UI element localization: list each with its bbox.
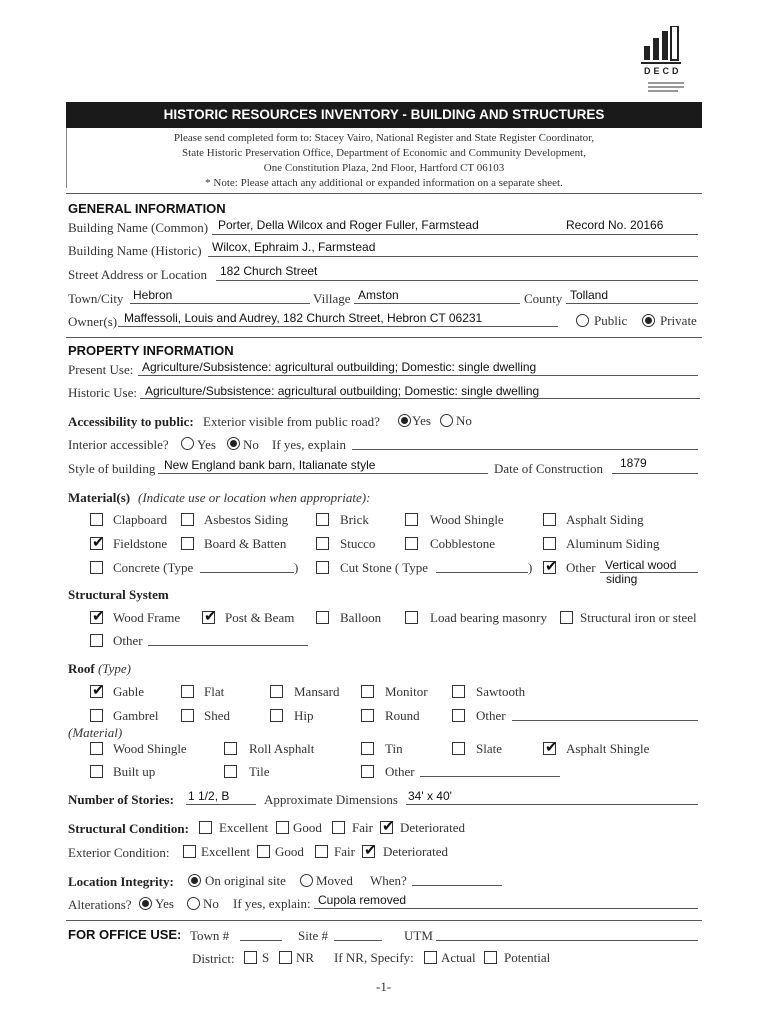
shed-label: Shed: [204, 708, 230, 723]
exterior-no-label: No: [456, 413, 472, 428]
style-line: [158, 473, 488, 474]
date-field[interactable]: 1879: [620, 456, 647, 470]
present-use-field[interactable]: Agriculture/Subsistence: agricultural outbuilding; Domestic: single dwelling: [142, 360, 537, 374]
material-other-field-line2[interactable]: siding: [606, 572, 638, 586]
owner-label: Owner(s): [68, 314, 118, 329]
style-label: Style of building: [68, 461, 156, 476]
asphalt-siding-checkbox[interactable]: [543, 513, 556, 526]
potential-checkbox[interactable]: [484, 951, 497, 964]
page-number: -1-: [376, 979, 392, 994]
roll-asphalt-checkbox[interactable]: [224, 742, 237, 755]
clapboard-label: Clapboard: [113, 512, 168, 527]
gambrel-checkbox[interactable]: [90, 709, 103, 722]
historic-use-field[interactable]: Agriculture/Subsistence: agricultural outbuilding; Domestic: single dwelling: [145, 384, 540, 398]
slate-label: Slate: [476, 741, 502, 756]
post-beam-label: Post & Beam: [225, 610, 295, 625]
built-up-label: Built up: [113, 764, 156, 779]
wood-shingle-checkbox[interactable]: [405, 513, 418, 526]
actual-checkbox[interactable]: [424, 951, 437, 964]
monitor-checkbox[interactable]: [361, 685, 374, 698]
interior-yes-radio[interactable]: [181, 437, 194, 450]
asphalt-shingle-checkbox[interactable]: [543, 738, 558, 756]
alterations-label: Alterations?: [68, 897, 132, 912]
tin-checkbox[interactable]: [361, 742, 374, 755]
struct-excellent-checkbox[interactable]: [199, 821, 212, 834]
roof-material-other-label: Other: [385, 764, 415, 779]
concrete-checkbox[interactable]: [90, 561, 103, 574]
struct-fair-checkbox[interactable]: [332, 821, 345, 834]
instruction-line-4: * Note: Please attach any additional or expanded information on a separate sheet.: [205, 177, 563, 189]
load-bearing-label: Load bearing masonry: [430, 610, 547, 625]
common-name-field[interactable]: Porter, Della Wilcox and Roger Fuller, Farmstead: [218, 218, 479, 232]
roof-heading: [68, 661, 131, 677]
ext-fair-label: Fair: [334, 844, 355, 859]
board-batten-label: Board & Batten: [204, 536, 287, 551]
hip-label: Hip: [294, 708, 314, 723]
roof-material-other-line[interactable]: [420, 776, 560, 777]
aluminum-checkbox[interactable]: [543, 537, 556, 550]
ext-good-checkbox[interactable]: [257, 845, 270, 858]
common-name-line: [212, 234, 698, 235]
moved-label: Moved: [316, 873, 353, 888]
owner-field[interactable]: Maffessoli, Louis and Audrey, 182 Church Street, Hebron CT 06231: [124, 311, 483, 325]
county-label: County: [524, 291, 563, 306]
town-field[interactable]: Hebron: [133, 288, 173, 302]
historic-use-line: [140, 398, 700, 399]
brick-label: Brick: [340, 512, 369, 527]
property-info-heading: PROPERTY INFORMATION: [68, 343, 234, 358]
fieldstone-label: Fieldstone: [113, 536, 168, 551]
hip-checkbox[interactable]: [270, 709, 283, 722]
concrete-label: Concrete (Type: [113, 560, 194, 575]
alterations-explain-label: If yes, explain:: [233, 896, 311, 911]
street-field[interactable]: 182 Church Street: [220, 264, 318, 278]
historic-use-label: Historic Use:: [68, 385, 137, 400]
roof-type-label: (Type): [97, 661, 131, 676]
material-other-field[interactable]: Vertical wood: [605, 558, 677, 572]
interior-explain-line[interactable]: [352, 449, 698, 450]
district-nr-label: NR: [296, 950, 315, 965]
slate-checkbox[interactable]: [452, 742, 465, 755]
historic-name-field[interactable]: Wilcox, Ephraim J., Farmstead: [212, 240, 376, 254]
date-line: [612, 473, 698, 474]
original-site-label: On original site: [205, 873, 286, 888]
aluminum-label: Aluminum Siding: [566, 536, 660, 551]
present-use-label: Present Use:: [68, 362, 134, 377]
struct-excellent-label: Excellent: [219, 820, 269, 835]
interior-yes-label: Yes: [197, 437, 216, 452]
instructions: [66, 131, 702, 191]
materials-heading: Material(s): [68, 490, 131, 505]
potential-label: Potential: [504, 950, 551, 965]
town-line: [130, 303, 310, 304]
cutstone-close-paren: ): [528, 560, 533, 575]
gable-label: Gable: [113, 684, 145, 699]
location-integrity-label: Location Integrity:: [68, 874, 174, 889]
shed-checkbox[interactable]: [181, 709, 194, 722]
fieldstone-checkbox[interactable]: [90, 533, 105, 551]
town-label: Town/City: [68, 291, 124, 306]
office-use-heading: FOR OFFICE USE:: [68, 927, 182, 942]
historic-name-label: Building Name (Historic): [68, 243, 202, 258]
common-name-label: Building Name (Common): [68, 220, 209, 235]
roof-material-label: (Material): [68, 725, 123, 740]
sawtooth-checkbox[interactable]: [452, 685, 465, 698]
town-number-line[interactable]: [240, 940, 282, 941]
header-divider: [66, 193, 702, 194]
historic-name-line: [208, 256, 698, 257]
round-checkbox[interactable]: [361, 709, 374, 722]
original-site-radio[interactable]: [188, 874, 201, 887]
county-line: [566, 303, 698, 304]
cutstone-label: Cut Stone ( Type: [340, 560, 429, 575]
alterations-explain-field[interactable]: Cupola removed: [318, 893, 407, 907]
structural-iron-label: Structural iron or steel: [580, 610, 697, 625]
ext-deteriorated-checkbox[interactable]: [362, 841, 377, 859]
instruction-line-2: State Historic Preservation Office, Department of Economic and Community Development,: [182, 147, 586, 159]
office-divider: [66, 920, 702, 921]
check-icon: ✔: [364, 841, 377, 859]
structural-heading: Structural System: [68, 587, 169, 602]
site-number-line[interactable]: [334, 940, 382, 941]
cutstone-type-line[interactable]: [436, 572, 528, 573]
struct-good-label: Good: [293, 820, 322, 835]
ext-good-label: Good: [275, 844, 304, 859]
brick-checkbox[interactable]: [316, 513, 329, 526]
village-label: Village: [313, 291, 351, 306]
monitor-label: Monitor: [385, 684, 428, 699]
decd-logo: [636, 26, 696, 98]
county-field[interactable]: Tolland: [570, 288, 609, 302]
wood-frame-label: Wood Frame: [113, 610, 181, 625]
district-s-label: S: [262, 950, 270, 965]
stucco-checkbox[interactable]: [316, 537, 329, 550]
public-label: Public: [594, 313, 628, 328]
material-other-checkbox[interactable]: [543, 557, 558, 575]
district-s-checkbox[interactable]: [244, 951, 257, 964]
structural-condition-label: Structural Condition:: [68, 821, 189, 836]
utm-line[interactable]: [436, 940, 698, 941]
district-label: District:: [192, 951, 235, 966]
concrete-close-paren: ): [294, 560, 299, 575]
balloon-label: Balloon: [340, 610, 382, 625]
struct-fair-label: Fair: [352, 820, 373, 835]
dimensions-line: [406, 804, 698, 805]
structural-other-label: Other: [113, 633, 143, 648]
ext-excellent-label: Excellent: [201, 844, 251, 859]
alterations-yes-radio[interactable]: [139, 897, 152, 910]
dimensions-field[interactable]: 34' x 40': [408, 789, 452, 803]
date-label: Date of Construction: [494, 461, 604, 476]
struct-deteriorated-label: Deteriorated: [400, 820, 465, 835]
exterior-condition-label: Exterior Condition:: [68, 845, 170, 860]
cobblestone-checkbox[interactable]: [405, 537, 418, 550]
gable-checkbox[interactable]: [90, 681, 105, 699]
village-field[interactable]: Amston: [358, 288, 399, 302]
private-radio[interactable]: [642, 314, 655, 327]
check-icon: ✔: [382, 817, 395, 835]
private-label: Private: [660, 313, 697, 328]
utm-label: UTM: [404, 928, 433, 943]
roof-material-other-checkbox[interactable]: [361, 765, 374, 778]
roof-other-checkbox[interactable]: [452, 709, 465, 722]
structural-other-checkbox[interactable]: [90, 634, 103, 647]
structural-iron-checkbox[interactable]: [560, 611, 573, 624]
flat-checkbox[interactable]: [181, 685, 194, 698]
asbestos-label: Asbestos Siding: [204, 512, 289, 527]
dimensions-label: Approximate Dimensions: [264, 792, 398, 807]
accessibility-label: Accessibility to public:: [68, 414, 194, 429]
alterations-explain-line: [314, 908, 698, 909]
cutstone-checkbox[interactable]: [316, 561, 329, 574]
moved-radio[interactable]: [300, 874, 313, 887]
present-use-line: [138, 375, 698, 376]
general-divider: [66, 337, 702, 338]
wood-shingle-label: Wood Shingle: [430, 512, 504, 527]
stucco-label: Stucco: [340, 536, 376, 551]
concrete-type-line[interactable]: [200, 572, 294, 573]
decd-logo-icon: [636, 26, 696, 98]
board-batten-checkbox[interactable]: [181, 537, 194, 550]
check-icon: ✔: [92, 607, 105, 625]
exterior-yes-label: Yes: [412, 413, 431, 428]
alterations-yes-label: Yes: [155, 896, 174, 911]
public-radio[interactable]: [576, 314, 589, 327]
asphalt-shingle-label: Asphalt Shingle: [566, 741, 650, 756]
style-field[interactable]: New England bank barn, Italianate style: [164, 458, 376, 472]
mansard-checkbox[interactable]: [270, 685, 283, 698]
asbestos-checkbox[interactable]: [181, 513, 194, 526]
interior-no-radio[interactable]: [227, 437, 240, 450]
tile-checkbox[interactable]: [224, 765, 237, 778]
stories-line: [186, 804, 256, 805]
struct-good-checkbox[interactable]: [276, 821, 289, 834]
roof-label: Roof: [68, 661, 95, 676]
check-icon: ✔: [92, 533, 105, 551]
struct-deteriorated-checkbox[interactable]: [380, 817, 395, 835]
ext-fair-checkbox[interactable]: [315, 845, 328, 858]
gambrel-label: Gambrel: [113, 708, 159, 723]
roof-wood-shingle-label: Wood Shingle: [113, 741, 187, 756]
instruction-line-3: One Constitution Plaza, 2nd Floor, Hartford CT 06103: [263, 162, 505, 174]
tile-label: Tile: [249, 764, 270, 779]
stories-label: Number of Stories:: [68, 792, 174, 807]
exterior-yes-radio[interactable]: [398, 414, 411, 427]
owner-line: [118, 326, 558, 327]
post-beam-checkbox[interactable]: [202, 607, 217, 625]
balloon-checkbox[interactable]: [316, 611, 329, 624]
roll-asphalt-label: Roll Asphalt: [249, 741, 315, 756]
if-nr-specify-label: If NR, Specify:: [334, 950, 414, 965]
ext-excellent-checkbox[interactable]: [183, 845, 196, 858]
mansard-label: Mansard: [294, 684, 340, 699]
material-other-label: Other: [566, 560, 596, 575]
street-label: Street Address or Location: [68, 267, 207, 282]
exterior-no-radio[interactable]: [440, 414, 453, 427]
cobblestone-label: Cobblestone: [430, 536, 495, 551]
roof-other-label: Other: [476, 708, 506, 723]
load-bearing-checkbox[interactable]: [405, 611, 418, 624]
wood-frame-checkbox[interactable]: [90, 607, 105, 625]
sawtooth-label: Sawtooth: [476, 684, 526, 699]
instruction-line-1: Please send completed form to: Stacey Vairo, National Register and State Register Coordinator,: [173, 132, 595, 144]
street-line: [216, 280, 698, 281]
check-icon: ✔: [204, 607, 217, 625]
when-line[interactable]: [412, 885, 502, 886]
tin-label: Tin: [385, 741, 403, 756]
town-number-label: Town #: [190, 928, 230, 943]
site-number-label: Site #: [298, 928, 328, 943]
interior-explain-label: If yes, explain: [272, 437, 347, 452]
actual-label: Actual: [441, 950, 476, 965]
check-icon: ✔: [545, 738, 558, 756]
asphalt-siding-label: Asphalt Siding: [566, 512, 644, 527]
roof-wood-shingle-checkbox[interactable]: [90, 742, 103, 755]
interior-label: Interior accessible?: [68, 437, 169, 452]
structural-other-line[interactable]: [148, 645, 308, 646]
flat-label: Flat: [204, 684, 225, 699]
clapboard-checkbox[interactable]: [90, 513, 103, 526]
accessibility-question: Exterior visible from public road?: [203, 414, 380, 429]
form-title: HISTORIC RESOURCES INVENTORY - BUILDING AND STRUCTURES: [163, 107, 605, 122]
record-number-field[interactable]: Record No. 20166: [566, 218, 664, 232]
materials-hint: (Indicate use or location when appropriate):: [138, 490, 371, 505]
district-nr-checkbox[interactable]: [279, 951, 292, 964]
check-icon: ✔: [545, 557, 558, 575]
built-up-checkbox[interactable]: [90, 765, 103, 778]
stories-field[interactable]: 1 1/2, B: [188, 789, 230, 803]
ext-deteriorated-label: Deteriorated: [383, 844, 448, 859]
check-icon: ✔: [92, 681, 105, 699]
logo-text: DECD: [644, 66, 682, 76]
when-label: When?: [370, 873, 407, 888]
general-info-heading: GENERAL INFORMATION: [68, 201, 226, 216]
interior-no-label: No: [243, 437, 259, 452]
alterations-no-label: No: [203, 896, 219, 911]
alterations-no-radio[interactable]: [187, 897, 200, 910]
title-bar: [66, 102, 702, 128]
village-line: [354, 303, 520, 304]
roof-other-line[interactable]: [512, 720, 698, 721]
round-label: Round: [385, 708, 420, 723]
